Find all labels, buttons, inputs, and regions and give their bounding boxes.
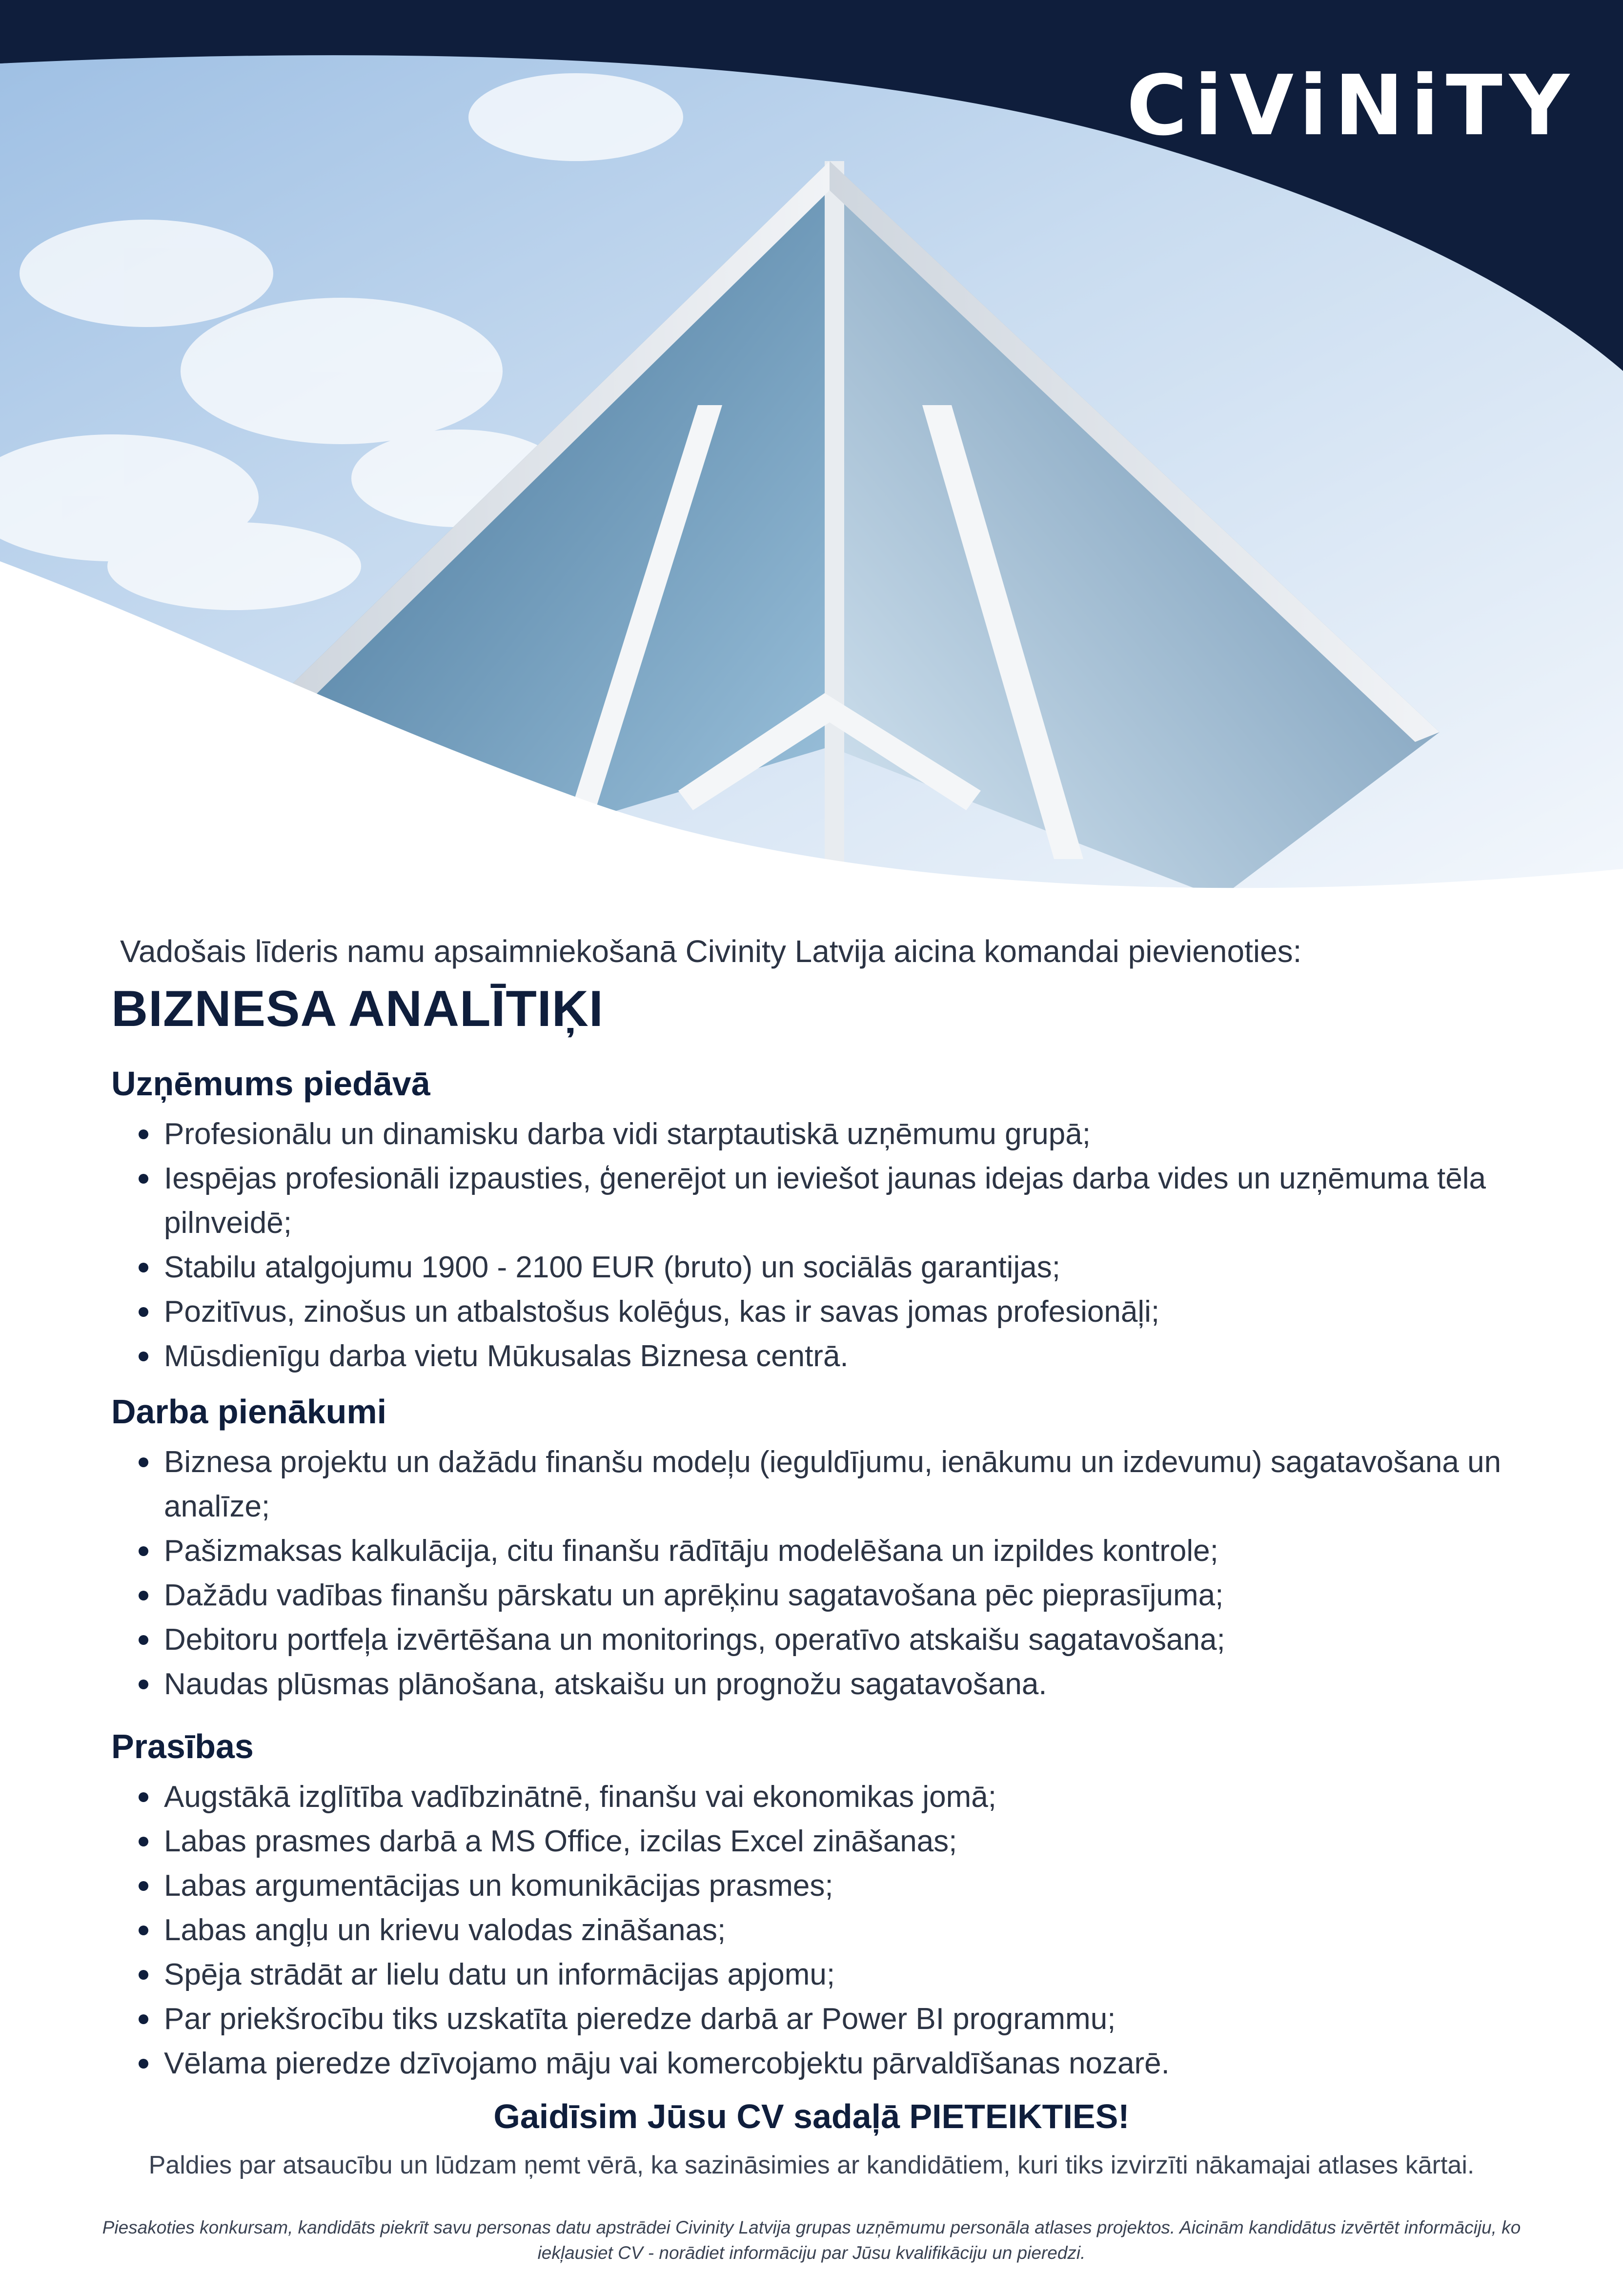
job-title: BIZNESA ANALĪTIĶI	[111, 981, 604, 1037]
list-item: Par priekšrocību tiks uzskatīta pieredze darbā ar Power BI programmu;	[164, 1997, 1526, 2041]
section-heading: Prasības	[111, 1727, 254, 1765]
thanks-note: Paldies par atsaucību un lūdzam ņemt vērā, ka sazināsimies ar kandidātiem, kuri tiks izvirzīti nākamajai atlases kārtai.	[148, 2151, 1475, 2179]
list-item: Debitoru portfeļa izvērtēšana un monitorings, operatīvo atskaišu sagatavošana;	[164, 1618, 1526, 1662]
list-item: Pašizmaksas kalkulācija, citu finanšu rādītāju modelēšana un izpildes kontrole;	[164, 1529, 1526, 1573]
list-item: Mūsdienīgu darba vietu Mūkusalas Biznesa centrā.	[164, 1334, 1526, 1378]
apply-call-to-action: Gaidīsim Jūsu CV sadaļā PIETEIKTIES!	[493, 2097, 1130, 2135]
list-item: Spēja strādāt ar lielu datu un informācijas apjomu;	[164, 1952, 1526, 1997]
list-item: Biznesa projektu un dažādu finanšu modeļu (ieguldījumu, ienākumu un izdevumu) sagatavošana un analīze;	[164, 1440, 1526, 1529]
section-requirements	[111, 1727, 1526, 2086]
list-item: Vēlama pieredze dzīvojamo māju vai komercobjektu pārvaldīšanas nozarē.	[164, 2041, 1526, 2086]
bullet-list	[111, 1775, 1526, 2086]
list-item: Labas prasmes darbā a MS Office, izcilas Excel zināšanas;	[164, 1819, 1526, 1864]
list-item: Augstākā izglītība vadībzinātnē, finanšu vai ekonomikas jomā;	[164, 1775, 1526, 1819]
list-item: Iespējas profesionāli izpausties, ģenerējot un ieviešot jaunas idejas darba vides un uzņēmuma tēla pilnveidē;	[164, 1156, 1526, 1245]
section-duties	[111, 1392, 1526, 1706]
list-item: Pozitīvus, zinošus un atbalstošus kolēģus, kas ir savas jomas profesionāļi;	[164, 1290, 1526, 1334]
civinity-logo: CiViNiTY	[1126, 58, 1576, 154]
list-item: Naudas plūsmas plānošana, atskaišu un prognožu sagatavošana.	[164, 1662, 1526, 1706]
intro-text: Vadošais līderis namu apsaimniekošanā Civinity Latvija aicina komandai pievienoties:	[120, 934, 1302, 969]
privacy-disclaimer: Piesakoties konkursam, kandidāts piekrīt savu personas datu apstrādei Civinity Latvija grupas uzņēmumu personāla atlases projektos. Aicinām kandidātus izvērtēt informāciju, ko iekļausiet CV - norādiet informāciju par Jūsu kvalifikāciju un pieredzi.	[102, 2217, 1521, 2263]
list-item: Labas argumentācijas un komunikācijas prasmes;	[164, 1864, 1526, 1908]
list-item: Profesionālu un dinamisku darba vidi starptautiskā uzņēmumu grupā;	[164, 1112, 1526, 1156]
list-item: Labas angļu un krievu valodas zināšanas;	[164, 1908, 1526, 1952]
list-item: Dažādu vadības finanšu pārskatu un aprēķinu sagatavošana pēc pieprasījuma;	[164, 1573, 1526, 1618]
section-offers	[111, 1064, 1526, 1378]
section-heading: Uzņēmums piedāvā	[111, 1065, 430, 1103]
section-heading: Darba pienākumi	[111, 1393, 387, 1431]
bullet-list	[111, 1112, 1526, 1378]
bullet-list	[111, 1440, 1526, 1706]
list-item: Stabilu atalgojumu 1900 - 2100 EUR (bruto) un sociālās garantijas;	[164, 1245, 1526, 1290]
